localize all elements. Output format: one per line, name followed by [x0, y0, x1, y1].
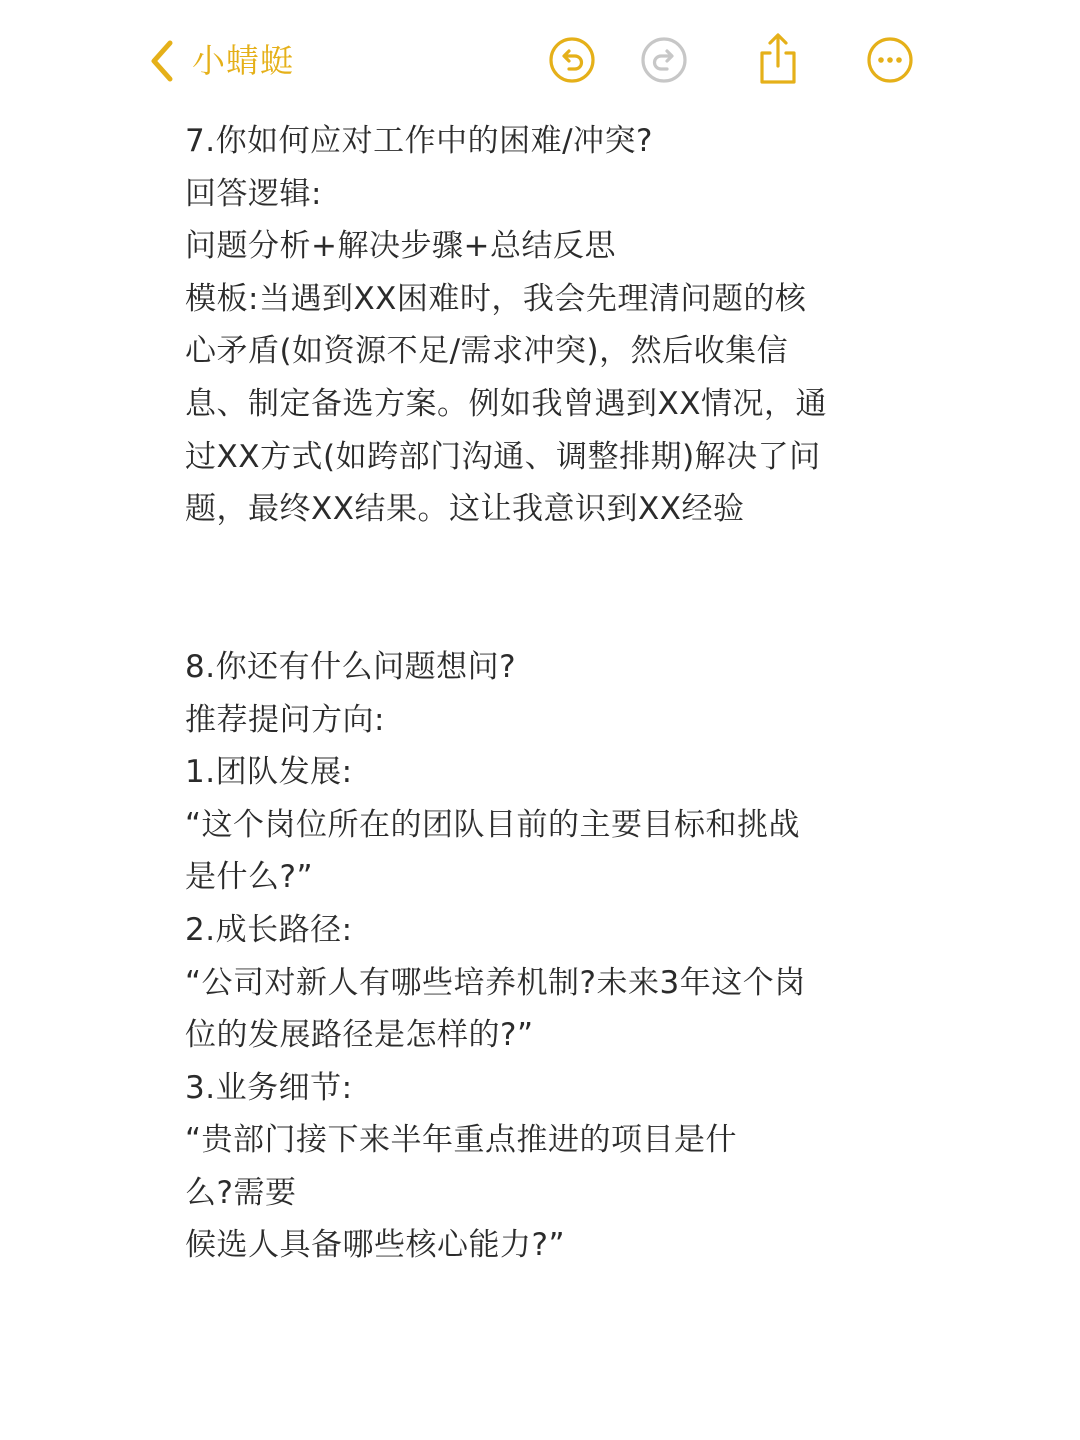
template-text-line: 心矛盾(如资源不足/需求冲突)，然后收集信 [185, 333, 789, 370]
direction-1-quote: “这个岗位所在的团队目前的主要目标和挑战 [185, 806, 801, 843]
direction-2-heading: 2.成长路径: [185, 911, 353, 948]
question-8-title: 8.你还有什么问题想问? [185, 648, 517, 685]
direction-1-quote: 是什么?” [185, 859, 314, 896]
navigation-bar [0, 0, 1080, 120]
undo-button[interactable] [548, 36, 596, 84]
note-section-8 [185, 641, 905, 1272]
blank-lines [185, 536, 905, 641]
share-button[interactable] [754, 32, 802, 86]
template-text-line: 题，最终XX结果。这让我意识到XX经验 [185, 491, 745, 528]
direction-3-heading: 3.业务细节: [185, 1069, 353, 1106]
direction-3-quote: 候选人具备哪些核心能力?” [185, 1227, 566, 1264]
answer-logic-label: 回答逻辑: [185, 175, 322, 212]
back-button[interactable] [140, 34, 294, 88]
direction-1-heading: 1.团队发展: [185, 754, 353, 791]
chevron-left-icon [140, 34, 184, 88]
direction-2-quote: 位的发展路径是怎样的?” [185, 1017, 534, 1054]
share-icon [754, 32, 802, 86]
more-options-button[interactable] [866, 36, 914, 84]
answer-logic-text: 问题分析+解决步骤+总结反思 [185, 228, 616, 265]
note-body[interactable] [185, 115, 905, 1272]
undo-icon [548, 36, 596, 84]
direction-3-quote: “贵部门接下来半年重点推进的项目是什 [185, 1122, 738, 1159]
back-label: 小蜻蜓 [192, 41, 294, 80]
redo-button[interactable] [640, 36, 688, 84]
template-text-line: 模板:当遇到XX困难时，我会先理清问题的核 [185, 280, 807, 317]
template-text-line: 息、制定备选方案。例如我曾遇到XX情况，通 [185, 385, 827, 422]
template-text-line: 过XX方式(如跨部门沟通、调整排期)解决了问 [185, 438, 821, 475]
question-7-title: 7.你如何应对工作中的困难/冲突? [185, 123, 653, 159]
direction-2-quote: “公司对新人有哪些培养机制?未来3年这个岗 [185, 964, 806, 1001]
recommend-label: 推荐提问方向: [185, 701, 385, 738]
more-icon [866, 36, 914, 84]
direction-3-quote: 么?需要 [185, 1174, 297, 1211]
redo-icon [640, 36, 688, 84]
note-section-7 [185, 115, 905, 536]
